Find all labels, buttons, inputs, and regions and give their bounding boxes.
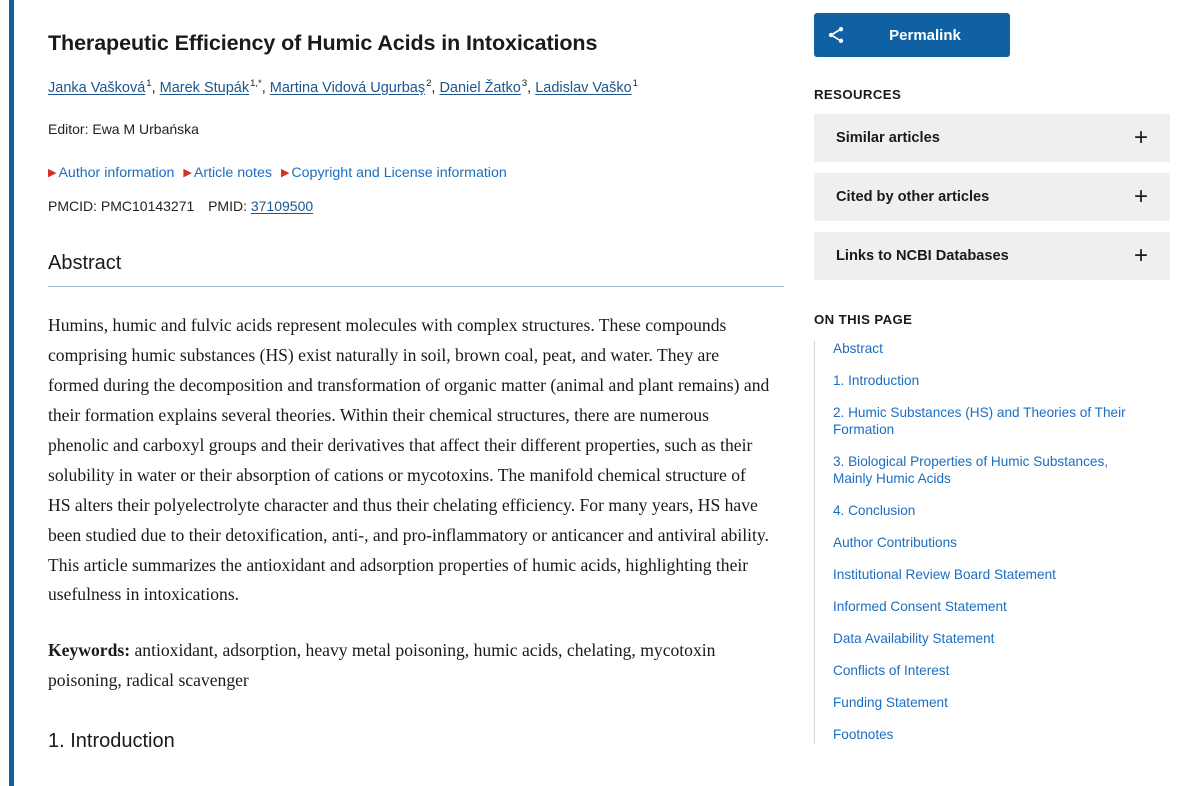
on-this-page-list: [814, 341, 1174, 744]
author-affiliation-superscript: 1,*: [250, 77, 262, 89]
on-this-page-item[interactable]: 4. Conclusion: [833, 502, 916, 518]
on-this-page-item[interactable]: Footnotes: [833, 726, 894, 742]
author-list: [48, 77, 788, 100]
on-this-page-item[interactable]: Informed Consent Statement: [833, 598, 1007, 614]
on-this-page-item[interactable]: Abstract: [833, 341, 883, 356]
triangle-marker-icon: ▶: [280, 167, 290, 180]
resource-panel[interactable]: [814, 232, 1170, 280]
plus-icon[interactable]: +: [1133, 242, 1148, 269]
resources-panel-list: [814, 114, 1174, 280]
on-this-page-item[interactable]: Author Contributions: [833, 534, 957, 550]
plus-icon[interactable]: +: [1133, 183, 1148, 210]
editor-line: Editor: Ewa M Urbańska: [48, 121, 199, 138]
pmid-link[interactable]: 37109500: [250, 198, 314, 215]
on-this-page-item[interactable]: Funding Statement: [833, 694, 948, 710]
abstract-heading: Abstract: [48, 252, 784, 287]
resource-panel-label: Cited by other articles: [836, 189, 990, 205]
pmid-label: PMID:: [208, 198, 247, 215]
on-this-page-item[interactable]: Data Availability Statement: [833, 630, 995, 646]
share-icon: [814, 25, 858, 45]
author-link[interactable]: Martina Vidová Ugurbaş: [269, 79, 426, 96]
on-this-page-item[interactable]: Conflicts of Interest: [833, 662, 950, 678]
author-separator: ,: [431, 79, 440, 96]
author-separator: ,: [151, 79, 160, 96]
author-link[interactable]: Janka Vašková: [48, 79, 146, 96]
on-this-page-item[interactable]: Institutional Review Board Statement: [833, 566, 1056, 582]
author-separator: ,: [527, 79, 536, 96]
author-affiliation-superscript: 3: [521, 77, 528, 89]
keywords-block: [48, 636, 770, 696]
meta-link[interactable]: Author information: [58, 165, 175, 182]
permalink-button[interactable]: [814, 13, 1010, 57]
permalink-label: Permalink: [889, 26, 961, 44]
resource-panel-label: Similar articles: [836, 130, 940, 146]
author-affiliation-superscript: 1: [632, 77, 638, 89]
article-identifiers: [48, 198, 788, 214]
author-link[interactable]: Ladislav Vaško: [535, 79, 632, 96]
article-meta-links: [48, 164, 788, 184]
resource-panel[interactable]: [814, 173, 1170, 221]
keywords-label: Keywords:: [48, 640, 131, 661]
resource-panel[interactable]: [814, 114, 1170, 162]
meta-link[interactable]: Copyright and License information: [291, 165, 507, 182]
sidebar: [814, 0, 1174, 759]
keywords-values: antioxidant, adsorption, heavy metal poisoning, humic acids, chelating, mycotoxin poisoning, radical scavenger: [48, 640, 716, 691]
on-this-page-item[interactable]: 3. Biological Properties of Humic Substances, Mainly Humic Acids: [833, 453, 1109, 486]
pmcid-label: PMCID:: [48, 198, 97, 215]
triangle-marker-icon: ▶: [183, 167, 192, 180]
author-affiliation-superscript: 1: [146, 77, 152, 89]
author-separator: ,: [261, 79, 270, 96]
on-this-page-item[interactable]: 2. Humic Substances (HS) and Theories of Their Formation: [833, 404, 1126, 437]
section-heading-introduction: 1. Introduction: [48, 730, 175, 753]
article-main-column: [48, 0, 788, 753]
resource-panel-label: Links to NCBI Databases: [836, 248, 1009, 264]
triangle-marker-icon: ▶: [48, 167, 57, 180]
resources-heading: RESOURCES: [814, 87, 902, 102]
meta-link[interactable]: Article notes: [193, 165, 272, 182]
plus-icon[interactable]: +: [1133, 124, 1148, 151]
on-this-page-item[interactable]: 1. Introduction: [833, 372, 920, 388]
author-link[interactable]: Daniel Žatko: [439, 79, 521, 96]
page-title: Therapeutic Efficiency of Humic Acids in Intoxications: [48, 31, 598, 55]
abstract-text: Humins, humic and fulvic acids represent molecules with complex structures. These compounds comprising humic substances (HS) exist naturally in soil, brown coal, peat, and water. They are formed during the decomposition and transformation of organic matter (animal and plant remains) and their formation explains several theories. Within their chemical structures, there are numerous phenolic and carboxyl groups and their derivatives that affect their different properties, such as their solubility in water or their absorption of cations or mycotoxins. The manifold chemical structure of HS alters their polyelectrolyte character and thus their chelating efficiency. For many years, HS have been studied due to their detoxification, anti-, and pro-inflammatory or anticancer and antiviral ability. This article summarizes the antioxidant and adsorption properties of humic acids, highlighting their usefulness in intoxications.: [48, 315, 770, 605]
pmcid-value: PMC10143271: [100, 198, 195, 215]
on-this-page-heading: ON THIS PAGE: [814, 312, 913, 327]
author-affiliation-superscript: 2: [426, 77, 432, 89]
author-link[interactable]: Marek Stupák: [159, 79, 250, 96]
left-accent-rule: [9, 0, 14, 786]
